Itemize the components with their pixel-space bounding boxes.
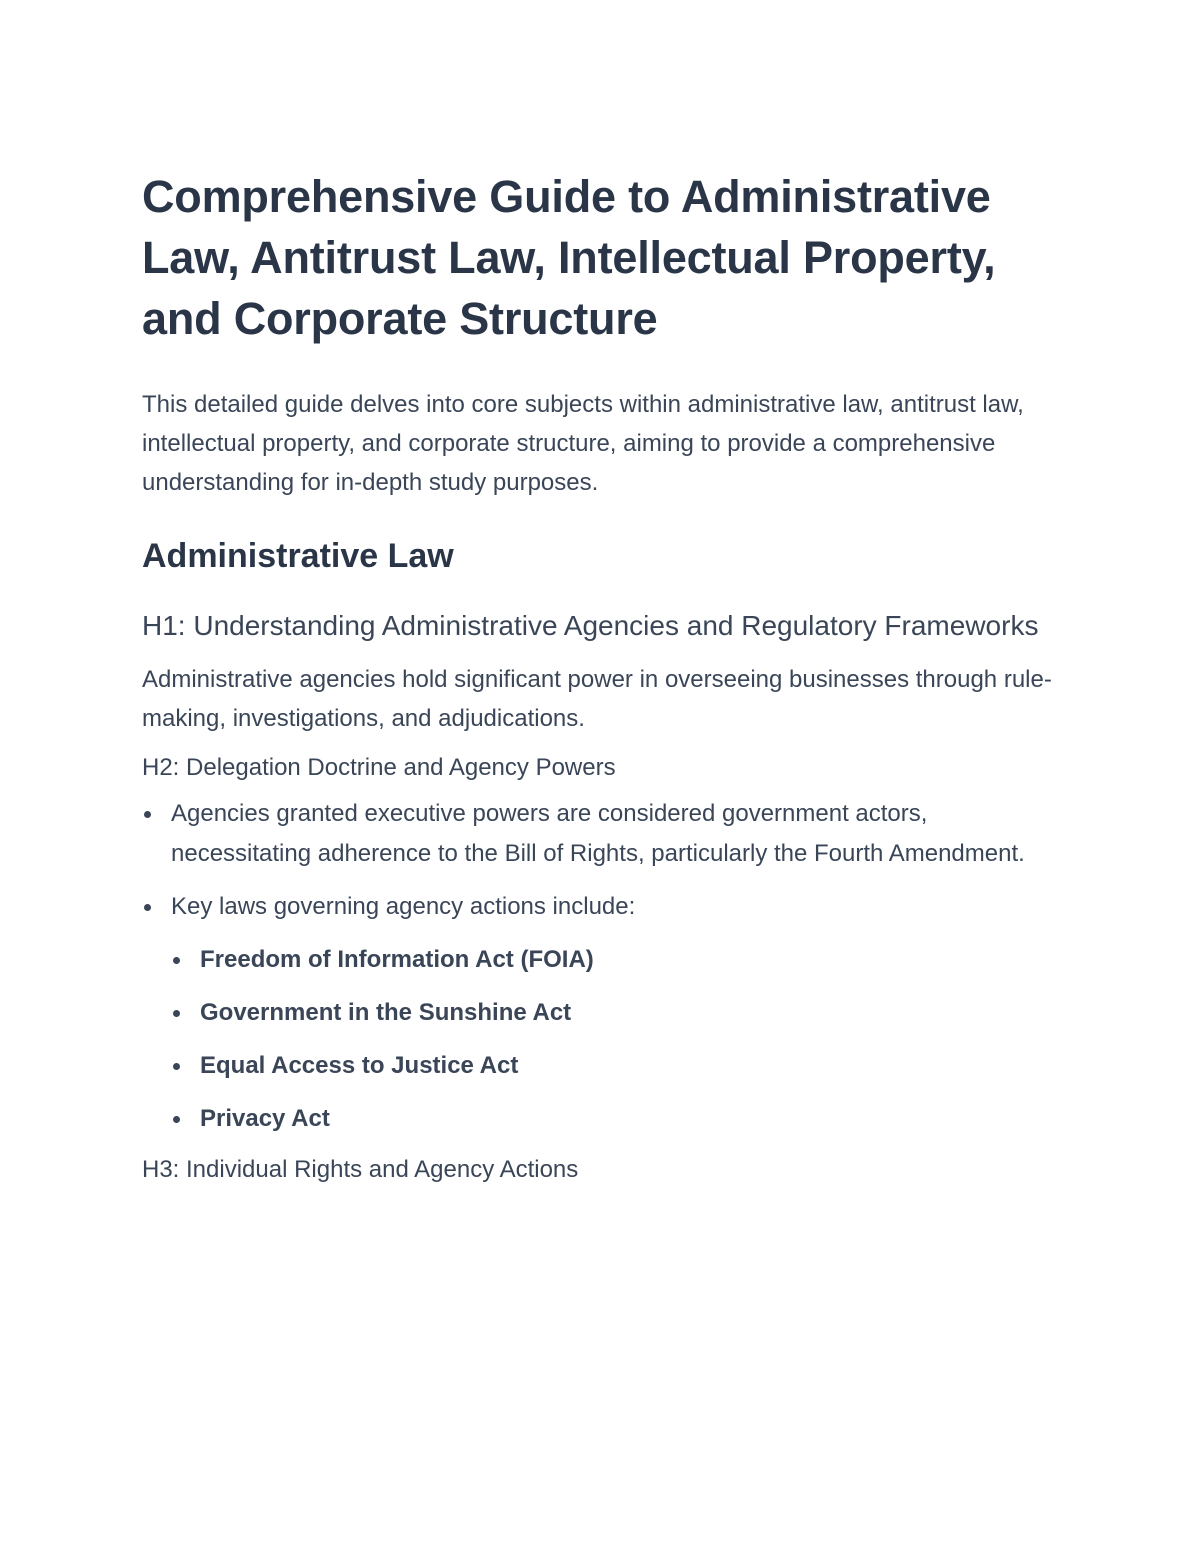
list-item (142, 887, 1062, 1139)
key-law-item (171, 1099, 1062, 1139)
key-law-item (171, 993, 1062, 1033)
key-law-text: Government in the Sunshine Act (200, 999, 572, 1026)
bullet-icon (173, 1116, 180, 1123)
bullet-icon (144, 904, 151, 911)
intro-paragraph: This detailed guide delves into core subjects within administrative law, antitrust law, intellectual property, and corporate structure, aiming to provide a comprehensive understanding for in-depth study purposes. (142, 391, 1024, 496)
subheading-h2: H2: Delegation Doctrine and Agency Powers (142, 754, 616, 781)
bullet-icon (173, 1063, 180, 1070)
subheading-h3: H3: Individual Rights and Agency Actions (142, 1156, 579, 1183)
bullet-icon (173, 957, 180, 964)
key-law-text: Freedom of Information Act (FOIA) (200, 946, 594, 973)
document-page (142, 166, 1062, 1188)
list-item (142, 794, 1062, 874)
key-law-item (171, 940, 1062, 980)
bullet-icon (173, 1010, 180, 1017)
bullet-icon (144, 811, 151, 818)
list-item-text: Agencies granted executive powers are considered government actors, necessitating adherence to the Bill of Rights, particularly the Fourth Amendment. (171, 800, 1025, 867)
document-title: Comprehensive Guide to Administrative Law, Antitrust Law, Intellectual Property, and Corporate Structure (142, 171, 996, 344)
key-law-text: Privacy Act (200, 1105, 330, 1132)
agencies-paragraph: Administrative agencies hold significant power in overseeing businesses through rule-making, investigations, and adjudications. (142, 666, 1052, 732)
key-law-item (171, 1046, 1062, 1086)
section-heading-administrative-law: Administrative Law (142, 537, 454, 575)
key-laws-list (171, 940, 1062, 1139)
key-law-text: Equal Access to Justice Act (200, 1052, 519, 1079)
bullet-list (142, 794, 1062, 1139)
subheading-h1: H1: Understanding Administrative Agencies and Regulatory Frameworks (142, 610, 1039, 641)
list-item-text: Key laws governing agency actions include: (171, 893, 636, 920)
